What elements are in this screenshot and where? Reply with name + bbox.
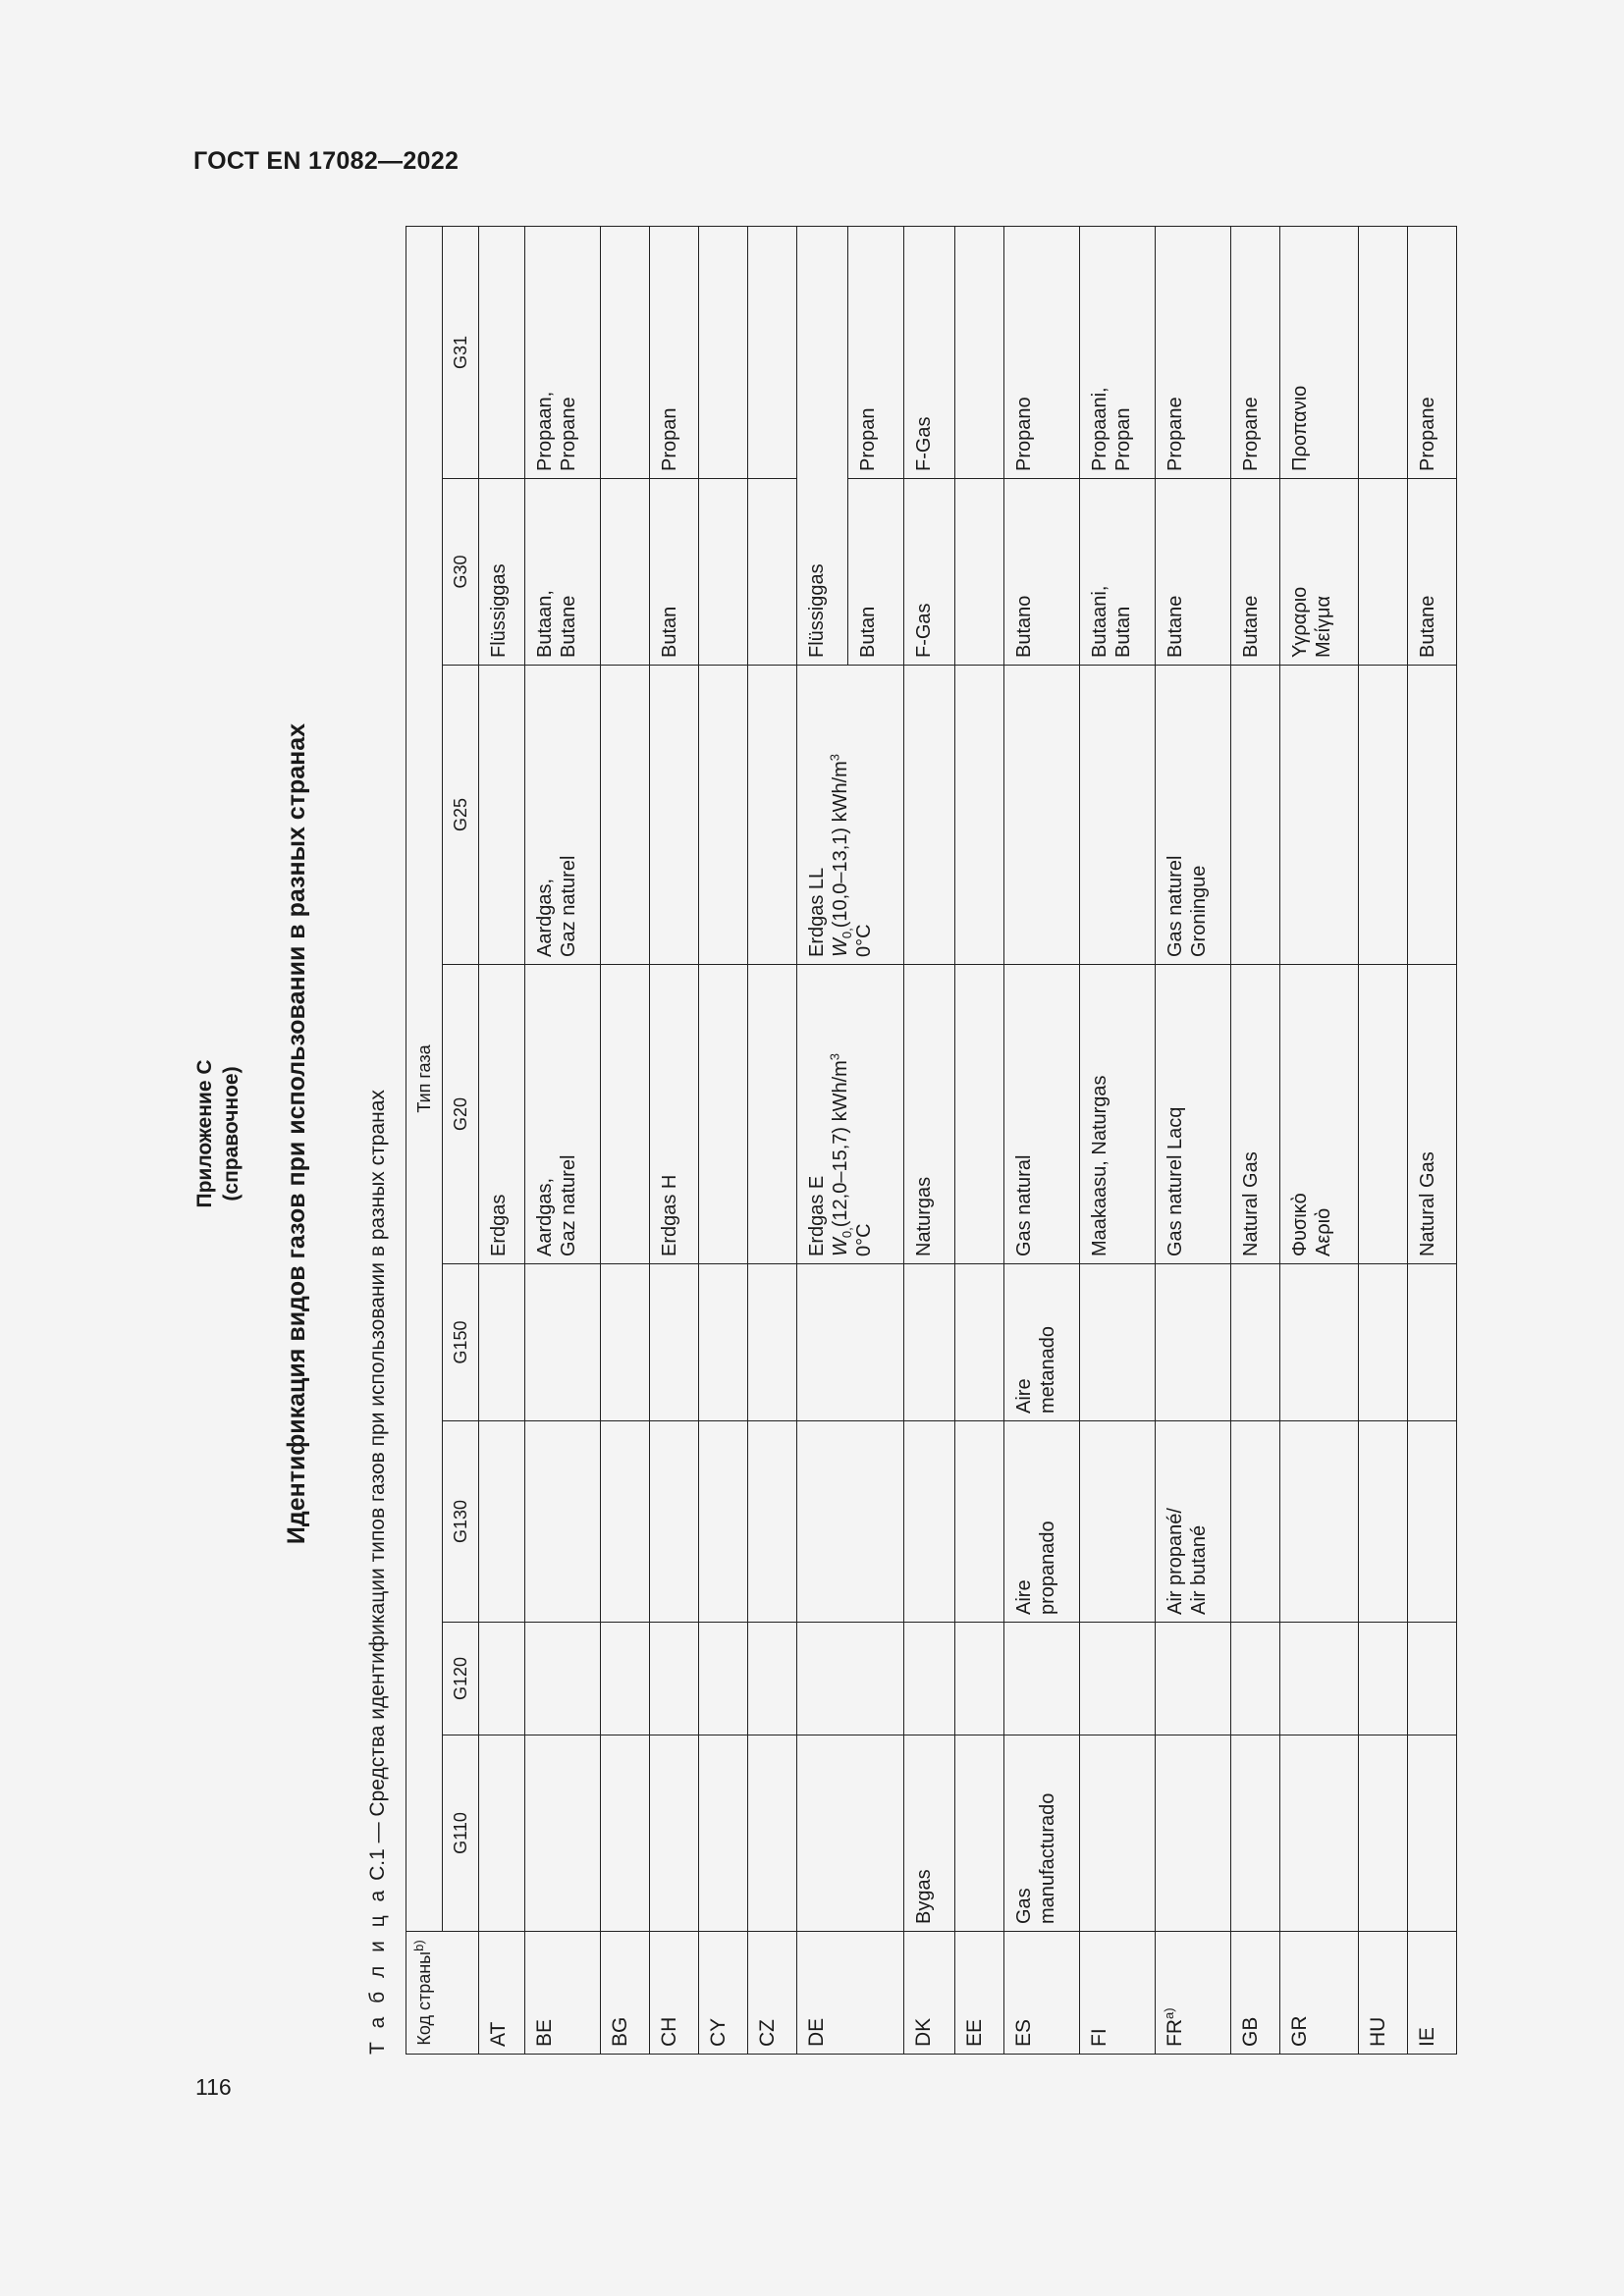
table-row-de [797, 227, 904, 2055]
cell-g30: Butano [1004, 479, 1080, 666]
cell-g20: Natural Gas [1231, 965, 1280, 1264]
cell-g31: Propane [1231, 227, 1280, 479]
cell-g120 [797, 1623, 904, 1735]
gas-header-g110: G110 [443, 1735, 479, 1932]
cell-g31 [1359, 227, 1408, 479]
country-code: CZ [748, 1932, 797, 2055]
country-code: DE [797, 1932, 904, 2055]
cell-g25 [748, 666, 797, 965]
caption-text: C.1 — Средства идентификации типов газов при использовании в разных странах [366, 1090, 389, 1881]
table-row-bg [601, 227, 650, 2055]
de-g25-name: Erdgas LL [806, 867, 828, 957]
cell-g120 [1280, 1623, 1359, 1735]
cell-g25 [650, 666, 699, 965]
cell-g31 [955, 227, 1004, 479]
table-row-dk [904, 227, 955, 2055]
cell-g31: Propaan, Propane [525, 227, 601, 479]
page-title: Идентификация видов газов при использовании в разных странах [283, 722, 310, 1545]
document-header: ГОСТ EN 17082—2022 [193, 147, 460, 175]
cell-g130 [1280, 1421, 1359, 1623]
gas-header-g25: G25 [443, 666, 479, 965]
cell-g30: Butane [1156, 479, 1231, 666]
cell-g150 [601, 1264, 650, 1421]
cell-g120 [525, 1623, 601, 1735]
cell-g20 [1359, 965, 1408, 1264]
cell-g31 [601, 227, 650, 479]
fr-footnote: a) [1162, 2007, 1176, 2019]
cell-g31: Propan [650, 227, 699, 479]
table-row-ie [1408, 227, 1457, 2055]
cell-g20: Naturgas [904, 965, 955, 1264]
de-g30: Butan [848, 478, 903, 665]
cell-g150 [1408, 1264, 1457, 1421]
cell-g31: Propaani, Propan [1080, 227, 1156, 479]
cell-g20 [601, 965, 650, 1264]
cell-g120 [479, 1623, 525, 1735]
annex-type: (справочное) [220, 1066, 243, 1201]
gas-identification-table [406, 226, 1457, 2055]
cell-g130 [479, 1421, 525, 1623]
country-code: CY [699, 1932, 748, 2055]
cell-g150 [699, 1264, 748, 1421]
cell-g150 [479, 1264, 525, 1421]
country-code: CH [650, 1932, 699, 2055]
country-code: GR [1280, 1932, 1359, 2055]
de-g20-name: Erdgas E [806, 1175, 828, 1256]
country-code: ES [1004, 1932, 1080, 2055]
de-g20-temp: 0°C [853, 1223, 875, 1256]
cell-g20: Φυσικὸ Αεριὸ [1280, 965, 1359, 1264]
cell-g110 [1231, 1735, 1280, 1932]
table-caption [366, 1090, 390, 2055]
cell-g150 [1080, 1264, 1156, 1421]
cell-g25 [955, 666, 1004, 965]
cell-g110 [1408, 1735, 1457, 1932]
table-row-fi [1080, 227, 1156, 2055]
table-row-hu [1359, 227, 1408, 2055]
cell-g150 [650, 1264, 699, 1421]
cell-g30 [601, 479, 650, 666]
cell-g20: Gas naturel Lacq [1156, 965, 1231, 1264]
cell-g120 [748, 1623, 797, 1735]
cell-g150 [1280, 1264, 1359, 1421]
gas-header-g130: G130 [443, 1421, 479, 1623]
cell-g25 [1408, 666, 1457, 965]
cell-g150 [748, 1264, 797, 1421]
cell-g20: Maakaasu, Naturgas [1080, 965, 1156, 1264]
cell-g130 [1359, 1421, 1408, 1623]
gas-header-g30: G30 [443, 479, 479, 666]
cell-g25 [904, 666, 955, 965]
cell-g110: Bygas [904, 1735, 955, 1932]
cell-g30: Butane [1408, 479, 1457, 666]
cell-g30: Butaani, Butan [1080, 479, 1156, 666]
cell-g120 [1359, 1623, 1408, 1735]
gas-header-g120: G120 [443, 1623, 479, 1735]
cell-g20 [955, 965, 1004, 1264]
gas-header-g31: G31 [443, 227, 479, 479]
cell-g30: Butane [1231, 479, 1280, 666]
cell-g130 [601, 1421, 650, 1623]
page-number: 116 [195, 2074, 232, 2100]
country-code: IE [1408, 1932, 1457, 2055]
cell-g30: Butaan, Butane [525, 479, 601, 666]
cell-g110 [525, 1735, 601, 1932]
de-g20-wobbe: $W_{0,}(12,0-15,7)$ kWh/$m^3$ [827, 1052, 854, 1256]
cell-g31: Propano [1004, 227, 1080, 479]
cell-g30: Butan [650, 479, 699, 666]
cell-g130 [1080, 1421, 1156, 1623]
cell-g120 [955, 1623, 1004, 1735]
cell-g150 [797, 1264, 904, 1421]
table-row-gr [1280, 227, 1359, 2055]
cell-g120 [1231, 1623, 1280, 1735]
cell-lpg [797, 227, 904, 666]
cell-g31: Προπανιο [1280, 227, 1359, 479]
cell-g120 [1080, 1623, 1156, 1735]
cell-g30 [699, 479, 748, 666]
de-lpg-split [848, 227, 903, 665]
cell-g120 [1156, 1623, 1231, 1735]
country-code: BE [525, 1932, 601, 2055]
cell-g110 [1080, 1735, 1156, 1932]
cell-g120 [699, 1623, 748, 1735]
table-row-gb [1231, 227, 1280, 2055]
cell-g150 [1231, 1264, 1280, 1421]
gas-header-g20: G20 [443, 965, 479, 1264]
table-row-at [479, 227, 525, 2055]
cell-g150: Aire metanado [1004, 1264, 1080, 1421]
table-row-ee [955, 227, 1004, 2055]
cell-g30 [1359, 479, 1408, 666]
cell-g20: Aardgas, Gaz naturel [525, 965, 601, 1264]
country-footnote: b) [411, 1940, 426, 1951]
table-row-ch [650, 227, 699, 2055]
de-lpg-name: Flüssiggas [797, 227, 848, 665]
cell-g130: Aire propanado [1004, 1421, 1080, 1623]
cell-g30 [955, 479, 1004, 666]
country-code-header: Код страны$^{b)}$ [406, 1932, 479, 2055]
header-row-group [406, 227, 443, 2055]
table-row-fr [1156, 227, 1231, 2055]
gas-type-header: Тип газа [406, 227, 443, 1932]
cell-g25: Gas naturel Groningue [1156, 666, 1231, 965]
cell-g25 [1080, 666, 1156, 965]
cell-g25 [1359, 666, 1408, 965]
cell-g150 [525, 1264, 601, 1421]
cell-g110: Gas manufacturado [1004, 1735, 1080, 1932]
cell-g110 [748, 1735, 797, 1932]
gas-header-g150: G150 [443, 1264, 479, 1421]
cell-g130: Air propané/ Air butané [1156, 1421, 1231, 1623]
cell-g20: Erdgas [479, 965, 525, 1264]
cell-g25 [797, 666, 904, 965]
cell-g20: Natural Gas [1408, 965, 1457, 1264]
de-g31: Propan [857, 407, 879, 471]
cell-g130 [525, 1421, 601, 1623]
cell-g150 [955, 1264, 1004, 1421]
cell-g25 [601, 666, 650, 965]
rotated-content [167, 206, 1483, 2061]
de-g25-wobbe: $W_{0,}(10,0-13,1)$ kWh/$m^3$ [827, 753, 854, 957]
annex-label: Приложение C [193, 1059, 216, 1208]
cell-g31: Propane [1408, 227, 1457, 479]
annex-heading [191, 206, 244, 2061]
cell-g130 [955, 1421, 1004, 1623]
cell-g25 [1004, 666, 1080, 965]
cell-g120 [1004, 1623, 1080, 1735]
caption-label: Т а б л и ц а [366, 1886, 389, 2055]
cell-g30 [748, 479, 797, 666]
cell-g30: Flüssiggas [479, 479, 525, 666]
cell-g150 [1359, 1264, 1408, 1421]
cell-g20: Gas natural [1004, 965, 1080, 1264]
table-row-cz [748, 227, 797, 2055]
table-row-be [525, 227, 601, 2055]
cell-g150 [1156, 1264, 1231, 1421]
cell-g110 [955, 1735, 1004, 1932]
cell-g110 [479, 1735, 525, 1932]
country-code: EE [955, 1932, 1004, 2055]
cell-g110 [601, 1735, 650, 1932]
table-row-cy [699, 227, 748, 2055]
cell-g110 [797, 1735, 904, 1932]
cell-g31: F-Gas [904, 227, 955, 479]
cell-g31 [479, 227, 525, 479]
cell-g110 [650, 1735, 699, 1932]
cell-g25 [699, 666, 748, 965]
cell-g130 [904, 1421, 955, 1623]
cell-g25 [1280, 666, 1359, 965]
cell-g130 [1408, 1421, 1457, 1623]
country-code: BG [601, 1932, 650, 2055]
cell-g20 [797, 965, 904, 1264]
de-g25-temp: 0°C [853, 924, 875, 957]
cell-g30: Υγραριο Μείγμα [1280, 479, 1359, 666]
header-row-gases [443, 227, 479, 2055]
cell-g120 [1408, 1623, 1457, 1735]
country-code: HU [1359, 1932, 1408, 2055]
cell-g120 [904, 1623, 955, 1735]
cell-g25 [479, 666, 525, 965]
cell-g130 [1231, 1421, 1280, 1623]
cell-g120 [601, 1623, 650, 1735]
cell-g25 [1231, 666, 1280, 965]
cell-g20 [748, 965, 797, 1264]
country-code: AT [479, 1932, 525, 2055]
cell-g110 [1156, 1735, 1231, 1932]
cell-g31 [748, 227, 797, 479]
cell-g31: Propane [1156, 227, 1231, 479]
cell-g110 [699, 1735, 748, 1932]
country-code: FI [1080, 1932, 1156, 2055]
country-code: GB [1231, 1932, 1280, 2055]
table-row-es [1004, 227, 1080, 2055]
cell-g110 [1280, 1735, 1359, 1932]
cell-g31 [699, 227, 748, 479]
cell-g20: Erdgas H [650, 965, 699, 1264]
country-code: DK [904, 1932, 955, 2055]
cell-g110 [1359, 1735, 1408, 1932]
country-code: FR$^{a)}$ [1156, 1932, 1231, 2055]
cell-g30: F-Gas [904, 479, 955, 666]
cell-g130 [797, 1421, 904, 1623]
cell-g130 [650, 1421, 699, 1623]
cell-g20 [699, 965, 748, 1264]
cell-g130 [699, 1421, 748, 1623]
cell-g150 [904, 1264, 955, 1421]
cell-g120 [650, 1623, 699, 1735]
cell-g25: Aardgas, Gaz naturel [525, 666, 601, 965]
cell-g130 [748, 1421, 797, 1623]
